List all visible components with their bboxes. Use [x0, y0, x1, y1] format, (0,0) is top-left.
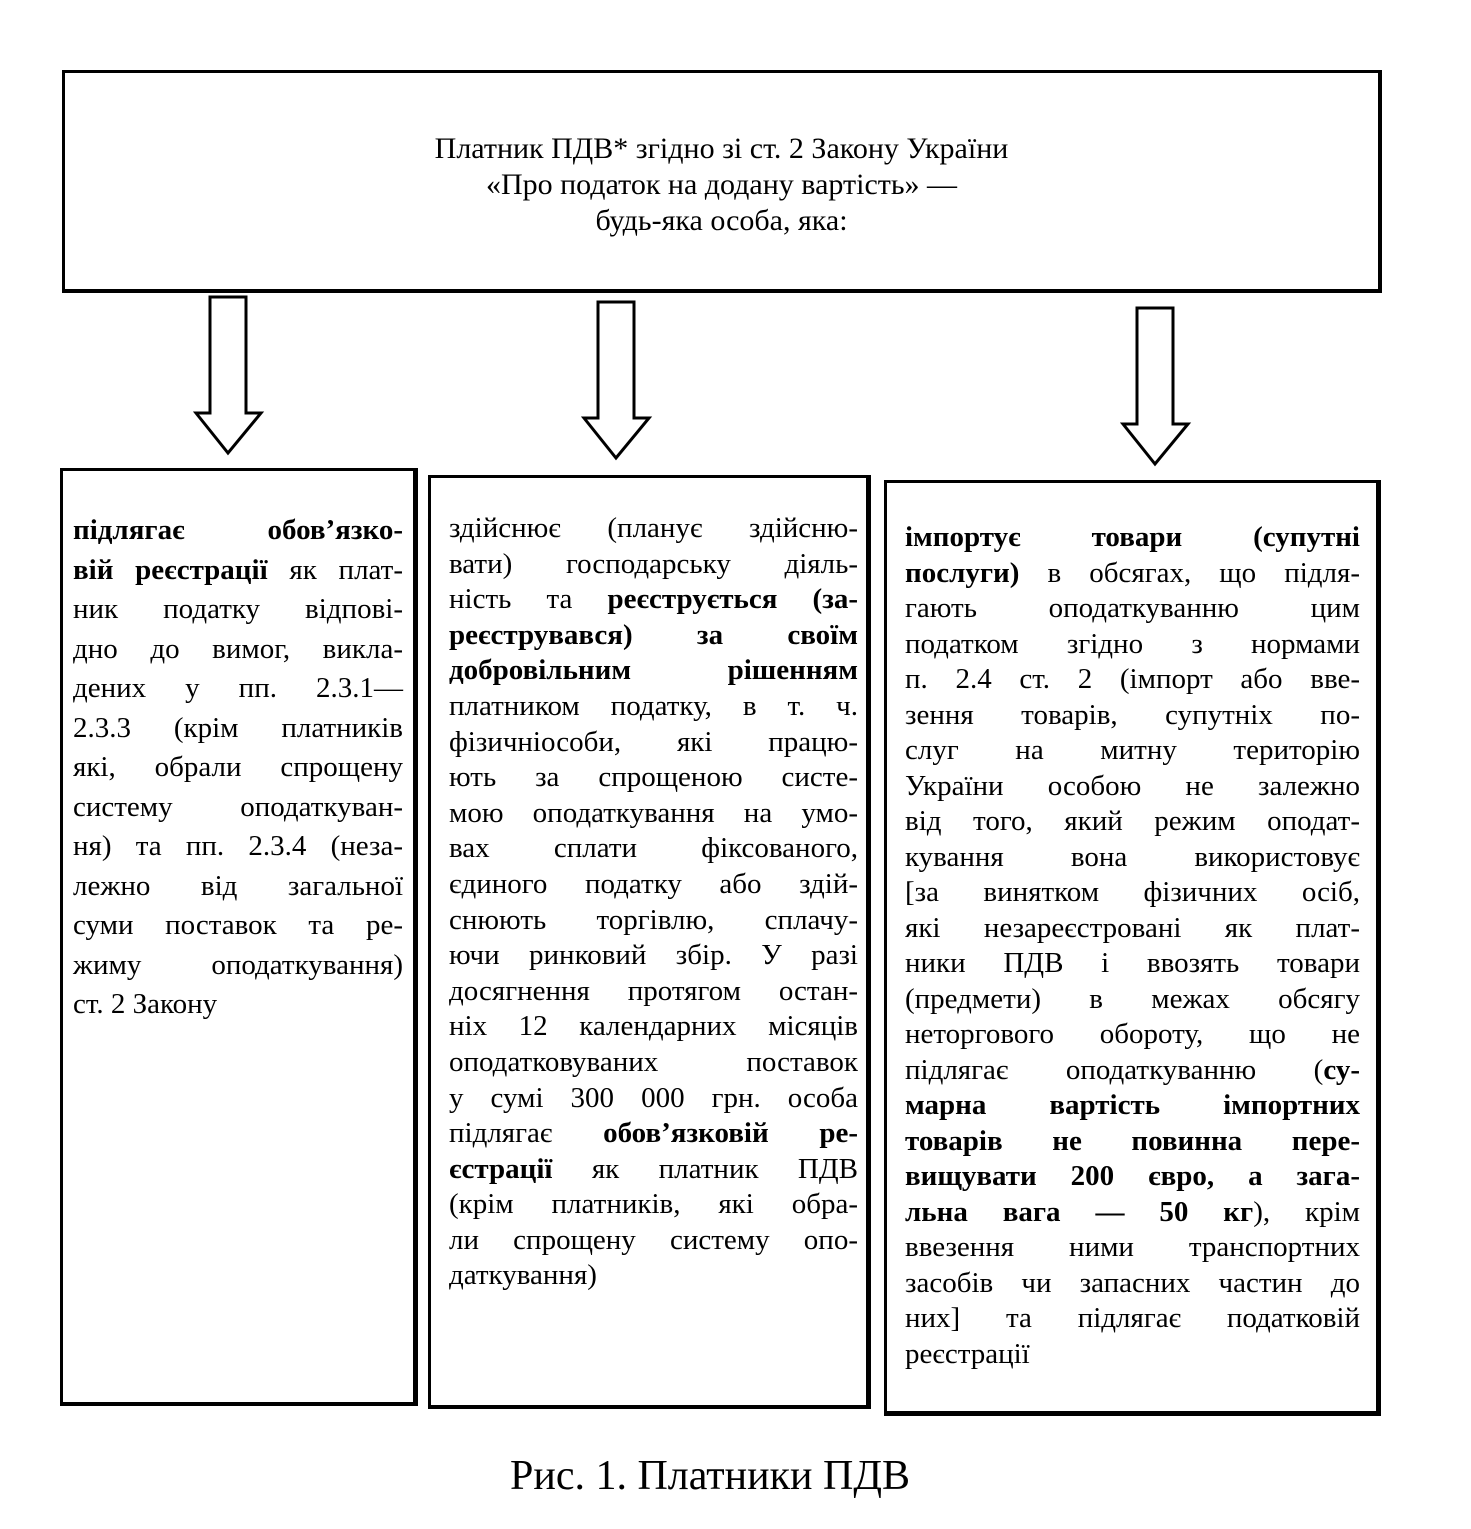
text-line [905, 982, 1360, 1018]
text-line [905, 520, 1360, 556]
text-line [905, 1159, 1360, 1195]
payer-text [73, 511, 403, 1025]
text: дно до вимог, викла- [73, 632, 403, 665]
text-line [449, 796, 858, 832]
text: систему оподаткуван- [73, 790, 403, 823]
bold-text: су- [1323, 1053, 1360, 1086]
text-line [905, 662, 1360, 698]
text: кування вона використовує [905, 840, 1360, 873]
bold-text: марна вартість імпортних [905, 1089, 1360, 1121]
text: ник податку відпові- [73, 593, 403, 625]
text-line [905, 1017, 1360, 1053]
text: ніх 12 календарних місяців [449, 1010, 858, 1043]
text-line [73, 551, 403, 591]
bold-text: підлягає обов’язко- [73, 514, 403, 546]
figure-caption: Рис. 1. Платники ПДВ [509, 1453, 910, 1499]
text: реєстрації [905, 1337, 1030, 1370]
text: п. 2.4 ст. 2 (імпорт або вве- [905, 663, 1360, 695]
text-line [449, 903, 858, 939]
text: підлягає оподаткуванню ( [905, 1053, 1324, 1086]
text-line [905, 1088, 1360, 1124]
down-arrow-icon [193, 295, 265, 457]
text-line [73, 827, 403, 867]
text-line [449, 1116, 858, 1152]
payer-box-mandatory [60, 468, 418, 1406]
text: снюють торгівлю, сплачу- [449, 903, 858, 936]
text-line [905, 627, 1360, 663]
text-line [449, 511, 858, 547]
text-line [449, 725, 858, 761]
down-arrow-icon [581, 300, 653, 462]
text: них] та підлягає податковій [905, 1302, 1360, 1334]
text-line [905, 911, 1360, 947]
text-line [905, 556, 1360, 592]
bold-text: обов’язковій ре- [603, 1117, 859, 1150]
text-line [449, 1081, 858, 1117]
text-line [449, 1223, 858, 1259]
text-line [905, 1230, 1360, 1266]
text-line [905, 591, 1360, 627]
text-line [73, 511, 403, 551]
text-line [73, 867, 403, 907]
text-line [449, 760, 858, 796]
payer-box-voluntary [428, 475, 871, 1409]
text: суми поставок та ре- [73, 909, 403, 941]
text: мою оподаткування на умо- [449, 796, 858, 829]
text-line [73, 630, 403, 670]
text-line [905, 698, 1360, 734]
text: засобів чи запасних частин до [905, 1266, 1360, 1299]
text-line [73, 788, 403, 828]
text: даткування) [449, 1259, 597, 1292]
text-line [73, 985, 403, 1025]
text-line [449, 689, 858, 725]
bold-text: реєструється (за- [607, 583, 859, 616]
payer-text [905, 520, 1360, 1372]
text: слуг на митну територію [905, 734, 1360, 766]
text: гають оподаткуванню цим [905, 592, 1360, 624]
text: ст. 2 Закону [73, 988, 218, 1020]
text: (предмети) в межах обсягу [905, 982, 1360, 1015]
text: єдиного податку або здій- [449, 867, 858, 900]
text: у сумі 300 000 грн. особа [449, 1081, 858, 1114]
text-line [449, 974, 858, 1010]
text-line [73, 906, 403, 946]
text: України особою не залежно [905, 769, 1360, 802]
text-line [449, 582, 858, 618]
text-line [905, 1301, 1360, 1337]
header-line: будь-яка особа, яка: [595, 204, 848, 237]
text: підлягає [449, 1117, 604, 1150]
text-line [905, 804, 1360, 840]
text-line [449, 618, 858, 654]
text-line [449, 938, 858, 974]
text-line [449, 1187, 858, 1223]
bold-text: добровільним рішенням [449, 654, 858, 687]
text: ники ПДВ і ввозять товари [905, 947, 1360, 979]
text-line [905, 1053, 1360, 1089]
text-line [905, 1266, 1360, 1302]
text-line [449, 831, 858, 867]
down-arrow-icon [1120, 306, 1192, 468]
header-box [62, 70, 1382, 293]
text-line [905, 733, 1360, 769]
bold-text: льна вага — 50 кг [905, 1195, 1254, 1228]
text-line [905, 1195, 1360, 1231]
bold-text: товарів не повинна пере- [905, 1124, 1360, 1157]
text-line [905, 1124, 1360, 1160]
text-line [73, 590, 403, 630]
text: ), крім [1253, 1195, 1361, 1228]
text: ввезення ними транспортних [905, 1231, 1360, 1263]
text: ючи ринковий збір. У разі [449, 939, 858, 972]
text: фізичніособи, які працю- [449, 725, 858, 758]
text-line [449, 1009, 858, 1045]
header-line: Платник ПДВ* згідно зі ст. 2 Закону України [434, 132, 1009, 165]
text-line [73, 709, 403, 749]
text-line [905, 875, 1360, 911]
text-line [449, 547, 858, 583]
text: дених у пп. 2.3.1— [73, 672, 403, 704]
text-line [73, 748, 403, 788]
text: ність та [449, 583, 608, 616]
text: 2.3.3 (крім платників [73, 711, 403, 744]
text-line [449, 1045, 858, 1081]
text-line [449, 1258, 858, 1294]
text: здійснює (планує здійсню- [449, 512, 858, 544]
text: податком згідно з нормами [905, 627, 1360, 660]
text: в обсягах, що підля- [1019, 556, 1360, 589]
text: ня) та пп. 2.3.4 (неза- [73, 830, 403, 862]
payer-box-import [884, 480, 1381, 1416]
text: неторгового обороту, що не [905, 1018, 1360, 1050]
text: оподатковуваних поставок [449, 1045, 858, 1078]
text: зення товарів, супутніх по- [905, 698, 1360, 731]
text: платником податку, в т. ч. [449, 689, 858, 722]
text-line [905, 946, 1360, 982]
bold-text: послуги) [905, 556, 1020, 589]
text: ли спрощену систему опо- [449, 1223, 858, 1256]
bold-text: імпортує товари (супутні [905, 521, 1360, 553]
bold-text: вищувати 200 євро, а зага- [905, 1160, 1360, 1192]
text-line [905, 1337, 1360, 1373]
text: ють за спрощеною систе- [449, 761, 858, 794]
text-line [449, 867, 858, 903]
text: вати) господарську діяль- [449, 547, 858, 580]
payer-text [449, 511, 858, 1294]
text: (крім платників, які обра- [449, 1188, 858, 1221]
bold-text: єстрації [449, 1152, 553, 1185]
text: [за винятком фізичних осіб, [905, 876, 1360, 908]
text: які, обрали спрощену [73, 751, 403, 783]
text-line [73, 669, 403, 709]
bold-text: вій реєстрації [73, 553, 268, 586]
text: жиму оподаткування) [73, 948, 403, 981]
text-line [449, 653, 858, 689]
text: лежно від загальної [73, 869, 403, 902]
text: від того, який режим оподат- [905, 805, 1360, 837]
text-line [905, 840, 1360, 876]
header-line: «Про податок на додану вартість» — [485, 168, 958, 201]
text-line [73, 946, 403, 986]
text: які незареєстровані як плат- [905, 911, 1360, 944]
text: вах сплати фіксованого, [449, 832, 858, 865]
text: як плат- [267, 553, 404, 586]
text: як платник ПДВ [552, 1152, 858, 1185]
bold-text: реєструвався) за своїм [449, 618, 858, 651]
text: досягнення протягом остан- [449, 974, 858, 1007]
text-line [449, 1152, 858, 1188]
text-line [905, 769, 1360, 805]
